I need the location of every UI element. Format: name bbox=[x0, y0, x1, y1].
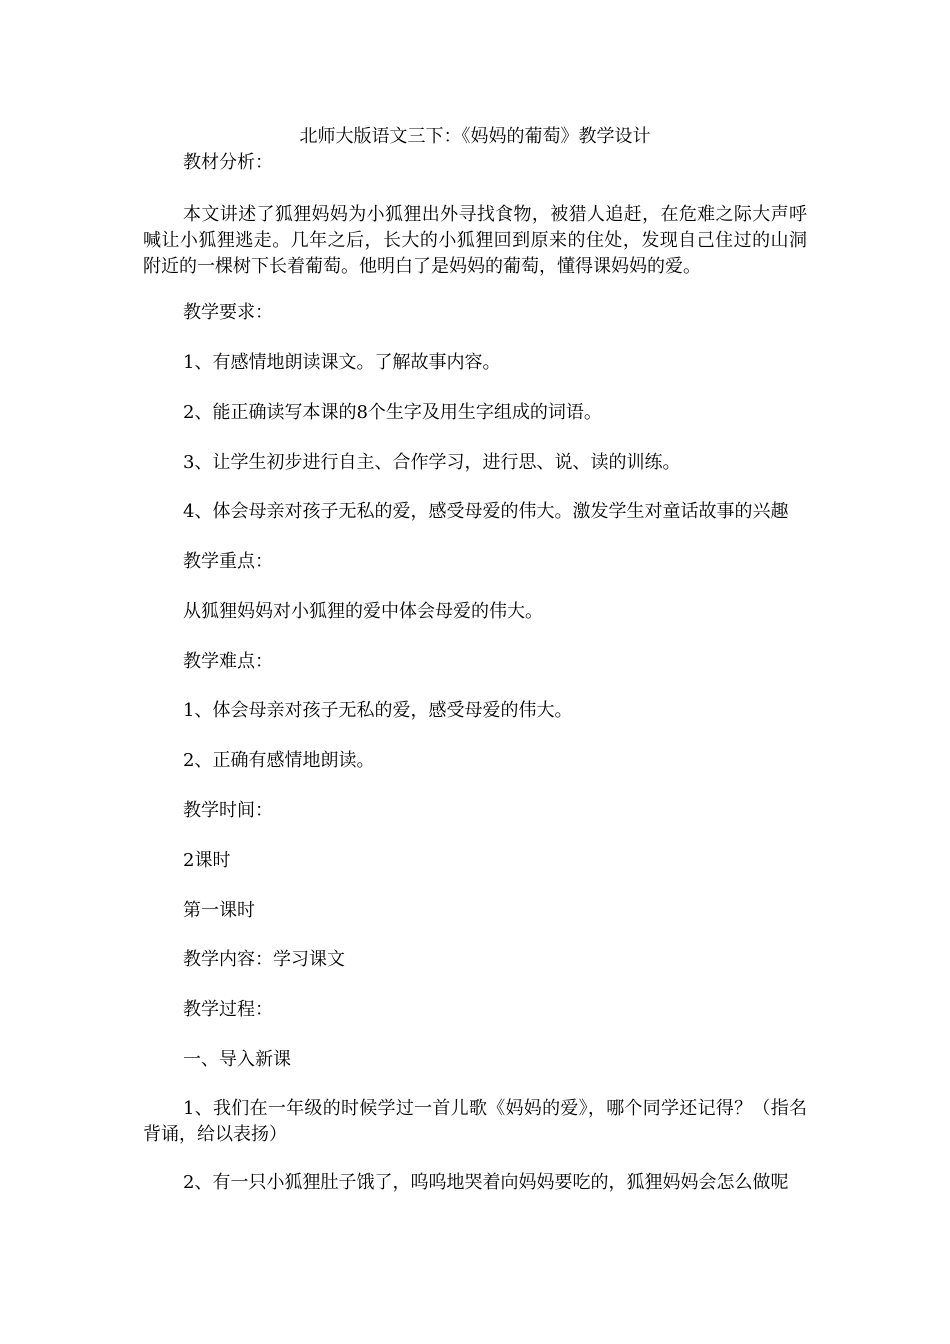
focus-heading: 教学重点： bbox=[183, 551, 273, 572]
requirements-heading: 教学要求： bbox=[183, 302, 273, 323]
requirement-item: 3、让学生初步进行自主、合作学习，进行思、说、读的训练。 bbox=[183, 452, 681, 473]
difficulty-heading: 教学难点： bbox=[183, 651, 273, 672]
section-heading: 一、导入新课 bbox=[183, 1049, 291, 1070]
process-heading: 教学过程： bbox=[183, 999, 273, 1020]
focus-text: 从狐狸妈妈对小狐狸的爱中体会母爱的伟大。 bbox=[183, 601, 543, 622]
lesson-one-heading: 第一课时 bbox=[183, 900, 255, 921]
time-heading: 教学时间： bbox=[183, 800, 273, 821]
step-paragraph: 1、我们在一年级的时候学过一首儿歌《妈妈的爱》，哪个同学还记得？（指名背诵，给以表扬） bbox=[143, 1098, 807, 1145]
document-title: 北师大版语文三下：《妈妈的葡萄》教学设计 bbox=[299, 126, 651, 147]
step-paragraph: 2、有一只小狐狸肚子饿了，呜呜地哭着向妈妈要吃的，狐狸妈妈会怎么做呢 bbox=[183, 1172, 789, 1193]
material-heading: 教材分析： bbox=[183, 152, 273, 173]
requirement-item: 2、能正确读写本课的8个生字及用生字组成的词语。 bbox=[183, 402, 602, 423]
material-paragraph: 本文讲述了狐狸妈妈为小狐狸出外寻找食物，被猎人追赶，在危难之际大声呼喊让小狐狸逃走。几年之后，长大的小狐狸回到原来的住处，发现自己住过的山洞附近的一棵树下长着葡萄。他明白了是妈妈的葡萄，懂得课妈妈的爱。 bbox=[143, 204, 807, 277]
time-value: 2课时 bbox=[183, 850, 231, 871]
requirement-item: 4、体会母亲对孩子无私的爱，感受母爱的伟大。激发学生对童话故事的兴趣 bbox=[183, 501, 789, 522]
difficulty-item: 1、体会母亲对孩子无私的爱，感受母爱的伟大。 bbox=[183, 700, 573, 721]
requirement-item: 1、有感情地朗读课文。了解故事内容。 bbox=[183, 352, 501, 373]
difficulty-item: 2、正确有感情地朗读。 bbox=[183, 750, 375, 771]
content-line: 教学内容：学习课文 bbox=[183, 949, 345, 970]
